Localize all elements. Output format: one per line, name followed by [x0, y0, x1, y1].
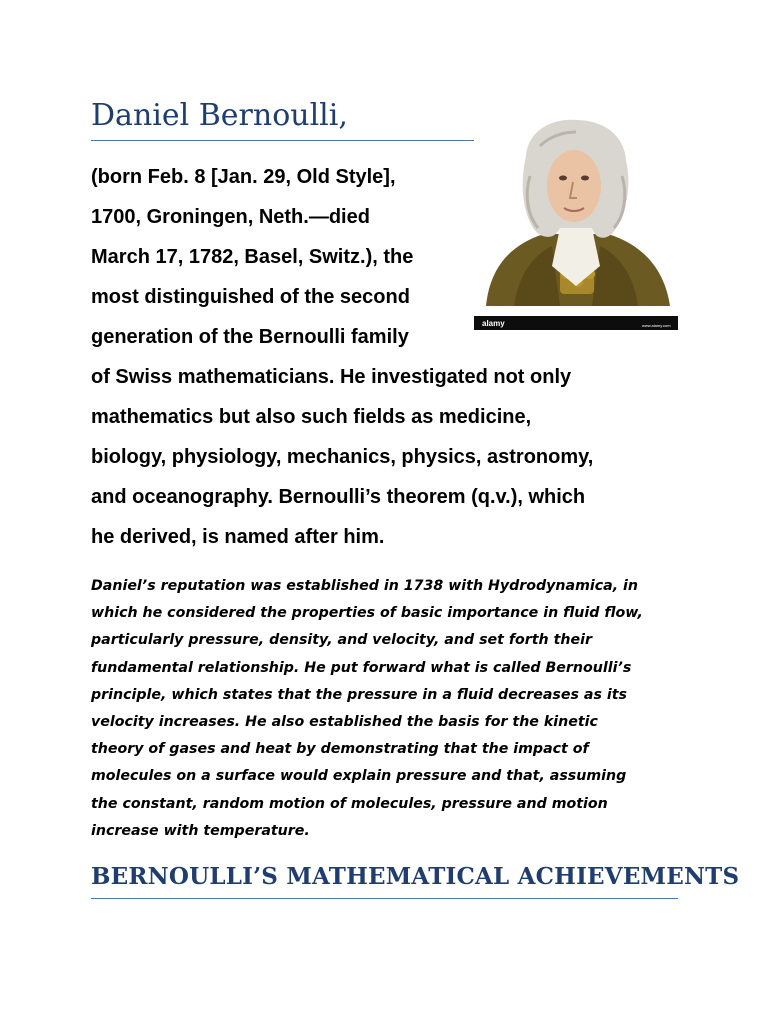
intro-line: (born Feb. 8 [Jan. 29, Old Style], [91, 166, 396, 188]
intro-line: mathematics but also such fields as medicine, [91, 406, 532, 428]
paragraph-line: particularly pressure, density, and velocity, and set forth their [91, 632, 592, 649]
hydrodynamica-paragraph [91, 573, 691, 845]
watermark-logo: alamy [482, 319, 505, 328]
paragraph-line: Daniel’s reputation was established in 1738 with Hydrodynamica, in [91, 578, 639, 594]
intro-paragraph [91, 157, 681, 557]
watermark-url: www.alamy.com [642, 323, 671, 328]
paragraph-line: theory of gases and heat by demonstrating that the impact of [91, 741, 589, 758]
paragraph-line: velocity increases. He also established the basis for the kinetic [91, 713, 598, 730]
title-underline [91, 140, 474, 141]
intro-line: generation of the Bernoulli family [91, 326, 409, 348]
intro-line: of Swiss mathematicians. He investigated not only [91, 366, 572, 388]
paragraph-line: molecules on a surface would explain pressure and that, assuming [91, 768, 627, 785]
paragraph-line: fundamental relationship. He put forward what is called Bernoulli’s [91, 659, 632, 676]
document-title: Daniel Bernoulli, [91, 98, 348, 133]
section-underline [91, 898, 678, 899]
intro-line: he derived, is named after him. [91, 526, 385, 548]
intro-line: biology, physiology, mechanics, physics, astronomy, [91, 446, 594, 468]
paragraph-line: principle, which states that the pressure in a fluid decreases as its [91, 686, 627, 703]
intro-line: and oceanography. Bernoulli’s theorem (q.v.), which [91, 486, 586, 508]
section-heading: BERNOULLI’S MATHEMATICAL ACHIEVEMENTS [91, 863, 740, 890]
paragraph-line: increase with temperature. [91, 822, 310, 839]
intro-line: March 17, 1782, Basel, Switz.), the [91, 246, 414, 268]
intro-line: most distinguished of the second [91, 286, 410, 308]
paragraph-line: the constant, random motion of molecules, pressure and motion [91, 795, 608, 812]
paragraph-line: which he considered the properties of basic importance in fluid flow, [91, 605, 643, 622]
intro-line: 1700, Groningen, Neth.—died [91, 206, 370, 228]
